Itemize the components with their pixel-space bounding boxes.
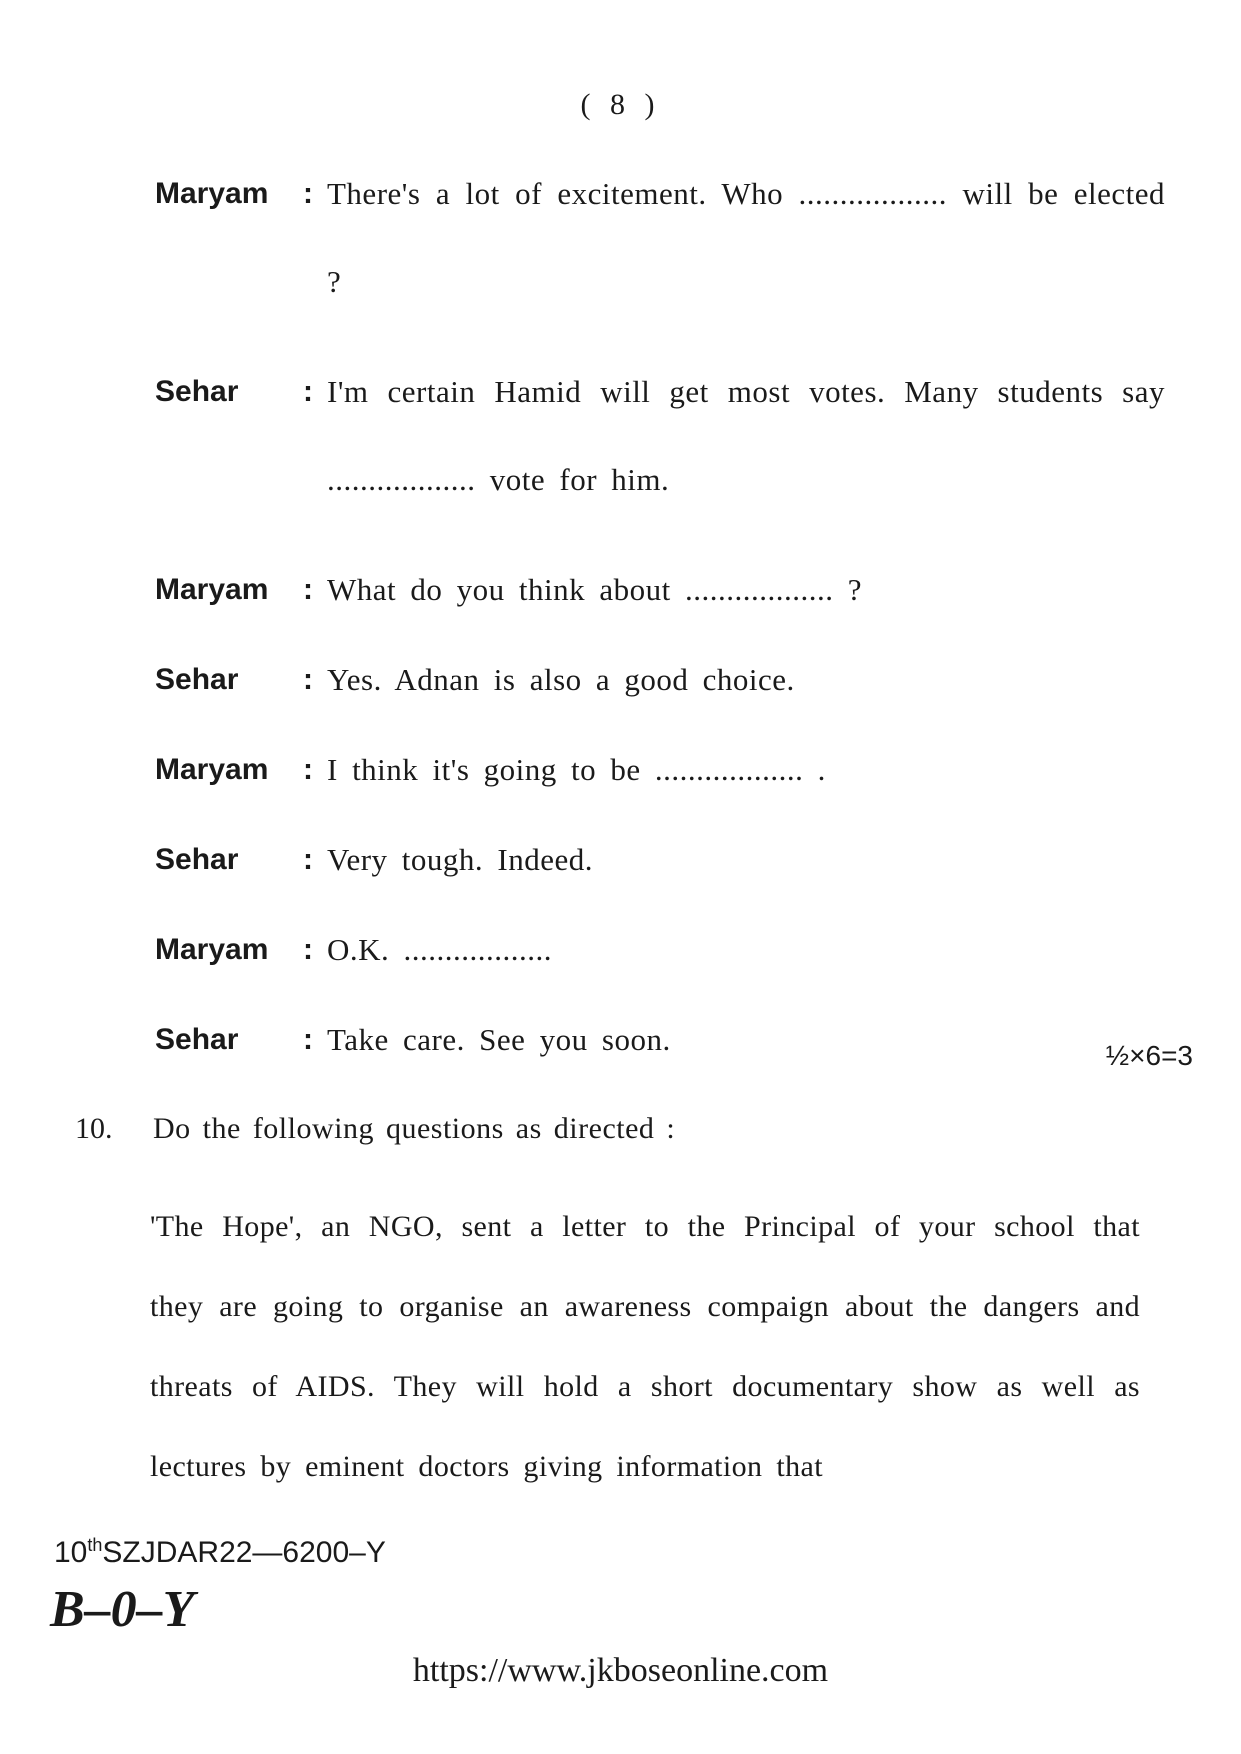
- speaker-name: Maryam :: [155, 933, 313, 966]
- source-url: https://www.jkboseonline.com: [412, 1652, 829, 1689]
- speech-text: There's a lot of excitement. Who .................. will be elected ?: [327, 176, 1165, 299]
- question-body: 'The Hope', an NGO, sent a letter to the Principal of your school that they are going to organise an awareness compaign about the dangers and threats of AIDS. They will hold a short documentary show as well as lectures by eminent doctors giving information that: [150, 1210, 1140, 1483]
- speech-text: I'm certain Hamid will get most votes. Many students say .................. vote for him.: [327, 374, 1165, 497]
- speaker-name: Maryam :: [155, 573, 313, 606]
- marks-allocation: ½×6=3: [1105, 1040, 1193, 1071]
- dialogue-line: [155, 656, 1165, 704]
- speaker-name: Maryam :: [155, 753, 313, 786]
- dialogue-line: [155, 368, 1165, 524]
- dialogue-line: [155, 926, 1165, 974]
- speaker-name: Sehar :: [155, 663, 313, 696]
- dialogue-line: [155, 170, 1165, 326]
- dialogue-block: [155, 170, 1165, 1106]
- speaker-name: Sehar :: [155, 843, 313, 876]
- question-prompt: Do the following questions as directed :: [153, 1112, 676, 1145]
- speaker-name: Maryam :: [155, 177, 313, 210]
- speech-text: Very tough. Indeed.: [327, 842, 593, 877]
- question-header: [75, 1105, 1135, 1153]
- speech-text: I think it's going to be .................. .: [327, 752, 826, 787]
- question-10: [75, 1105, 1140, 1507]
- speaker-name: Sehar :: [155, 1023, 313, 1056]
- speech-text: O.K. ..................: [327, 932, 553, 967]
- page-number: ( 8 ): [580, 88, 661, 121]
- dialogue-line: [155, 1016, 1165, 1064]
- paper-code: 10thSZJDAR22—6200–Y: [54, 1535, 386, 1569]
- dialogue-line: [155, 836, 1165, 884]
- dialogue-line: [155, 566, 1165, 614]
- dialogue-line: [155, 746, 1165, 794]
- speech-text: What do you think about .................. ?: [327, 572, 862, 607]
- speech-text: Yes. Adnan is also a good choice.: [327, 662, 795, 697]
- question-number: 10.: [75, 1112, 113, 1145]
- paper-set: B–0–Y: [50, 1581, 195, 1638]
- speech-text: Take care. See you soon.: [327, 1022, 671, 1057]
- speaker-name: Sehar :: [155, 375, 313, 408]
